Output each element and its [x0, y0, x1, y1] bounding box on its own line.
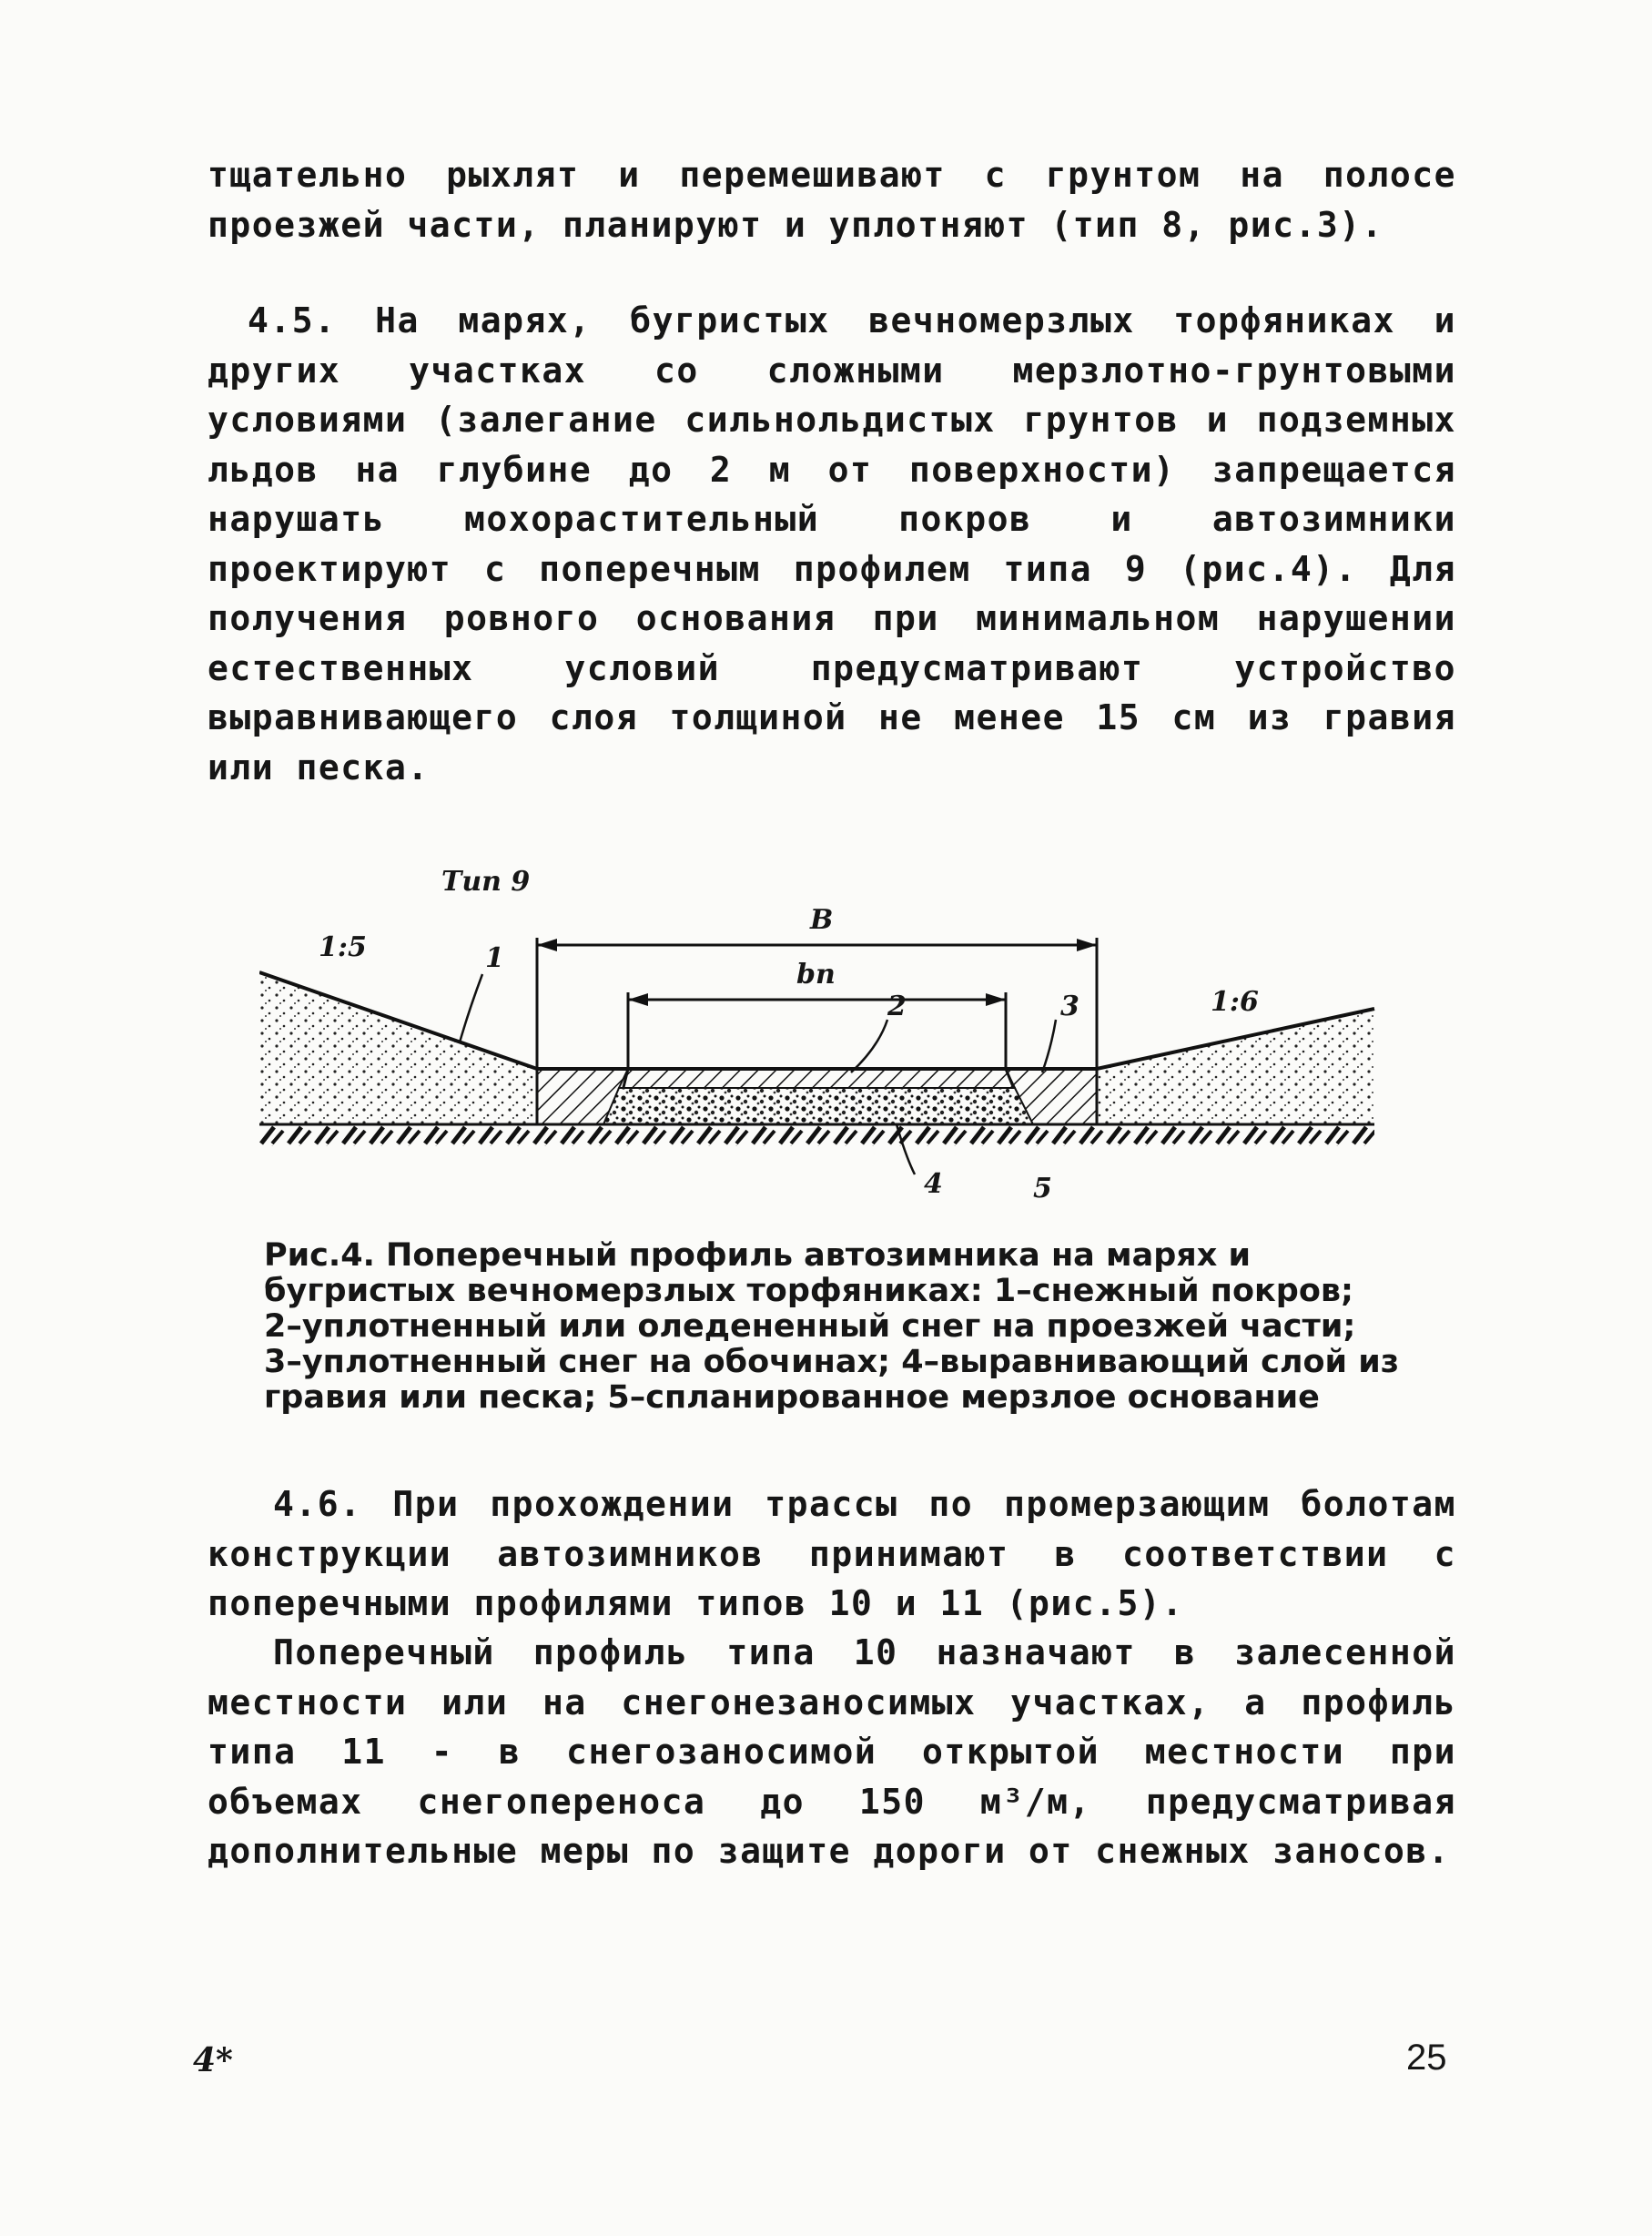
callout-3: 3 [1060, 991, 1079, 1022]
figure-caption: Рис.4. Поперечный профиль автозимника на марях и бугристых вечномерзлых торфяниках: 1–снежный покров; 2–уплотненный или оледененный снег на проезжей части; 3–уплотненный снег на обочинах; 4–выравнивающий слой из гравия или песка; 5–спланированное мерзлое основание [264, 1237, 1400, 1416]
paragraph-continuation: тщательно рыхлят и перемешивают с грунтом на полосе проезжей части, планируют и уплотняют (тип 8, рис.3). [208, 155, 1456, 245]
lane-width-label: bп [796, 959, 836, 991]
page-number: 25 [1406, 2038, 1447, 2078]
cross-section-figure [259, 865, 1406, 1211]
width-label: В [810, 904, 834, 936]
callout-5: 5 [1033, 1173, 1052, 1204]
paragraph-type-10: Поперечный профиль типа 10 назначают в залесенной местности или на снегонезаносимых участках, а профиль типа 11 - в снегозаносимой открытой местности при объемах снегопереноса до 150 м³/м, предусматривая дополнительные меры по защите дороги от снежных заносов. [208, 1632, 1456, 1871]
type-label: Тип 9 [441, 866, 531, 898]
paragraph-4-6: 4.6. При прохождении трассы по промерзающим болотам конструкции автозимников принимают в соответствии с поперечными профилями типов 10 и 11 (рис.5). [208, 1484, 1456, 1623]
paragraph-4-5: 4.5. На марях, бугристых вечномерзлых торфяниках и других участках со сложными мерзлотно-грунтовыми условиями (залегание сильнольдистых грунтов и подземных льдов на глубине до 2 м от поверхности) запрещается нарушать мохорастительный покров и автозимники проектируют с поперечным профилем типа 9 (рис.4). Для получения ровного основания при минимальном нарушении естественных условий предусматривают устройство выравнивающего слоя толщиной не менее 15 см из гравия или песка. [208, 300, 1456, 788]
callout-1: 1 [485, 942, 504, 974]
compacted-snow-layer [619, 1069, 1015, 1088]
signature-mark: 4* [193, 2041, 233, 2079]
snow-cover-left [259, 974, 537, 1124]
right-slope-label: 1:6 [1211, 986, 1259, 1018]
callout-4: 4 [924, 1168, 943, 1200]
snow-cover-right [1097, 1011, 1374, 1124]
levelling-layer [603, 1088, 1033, 1124]
callout-2: 2 [887, 991, 907, 1022]
left-slope-label: 1:5 [319, 931, 367, 963]
frozen-base [259, 1124, 1374, 1146]
